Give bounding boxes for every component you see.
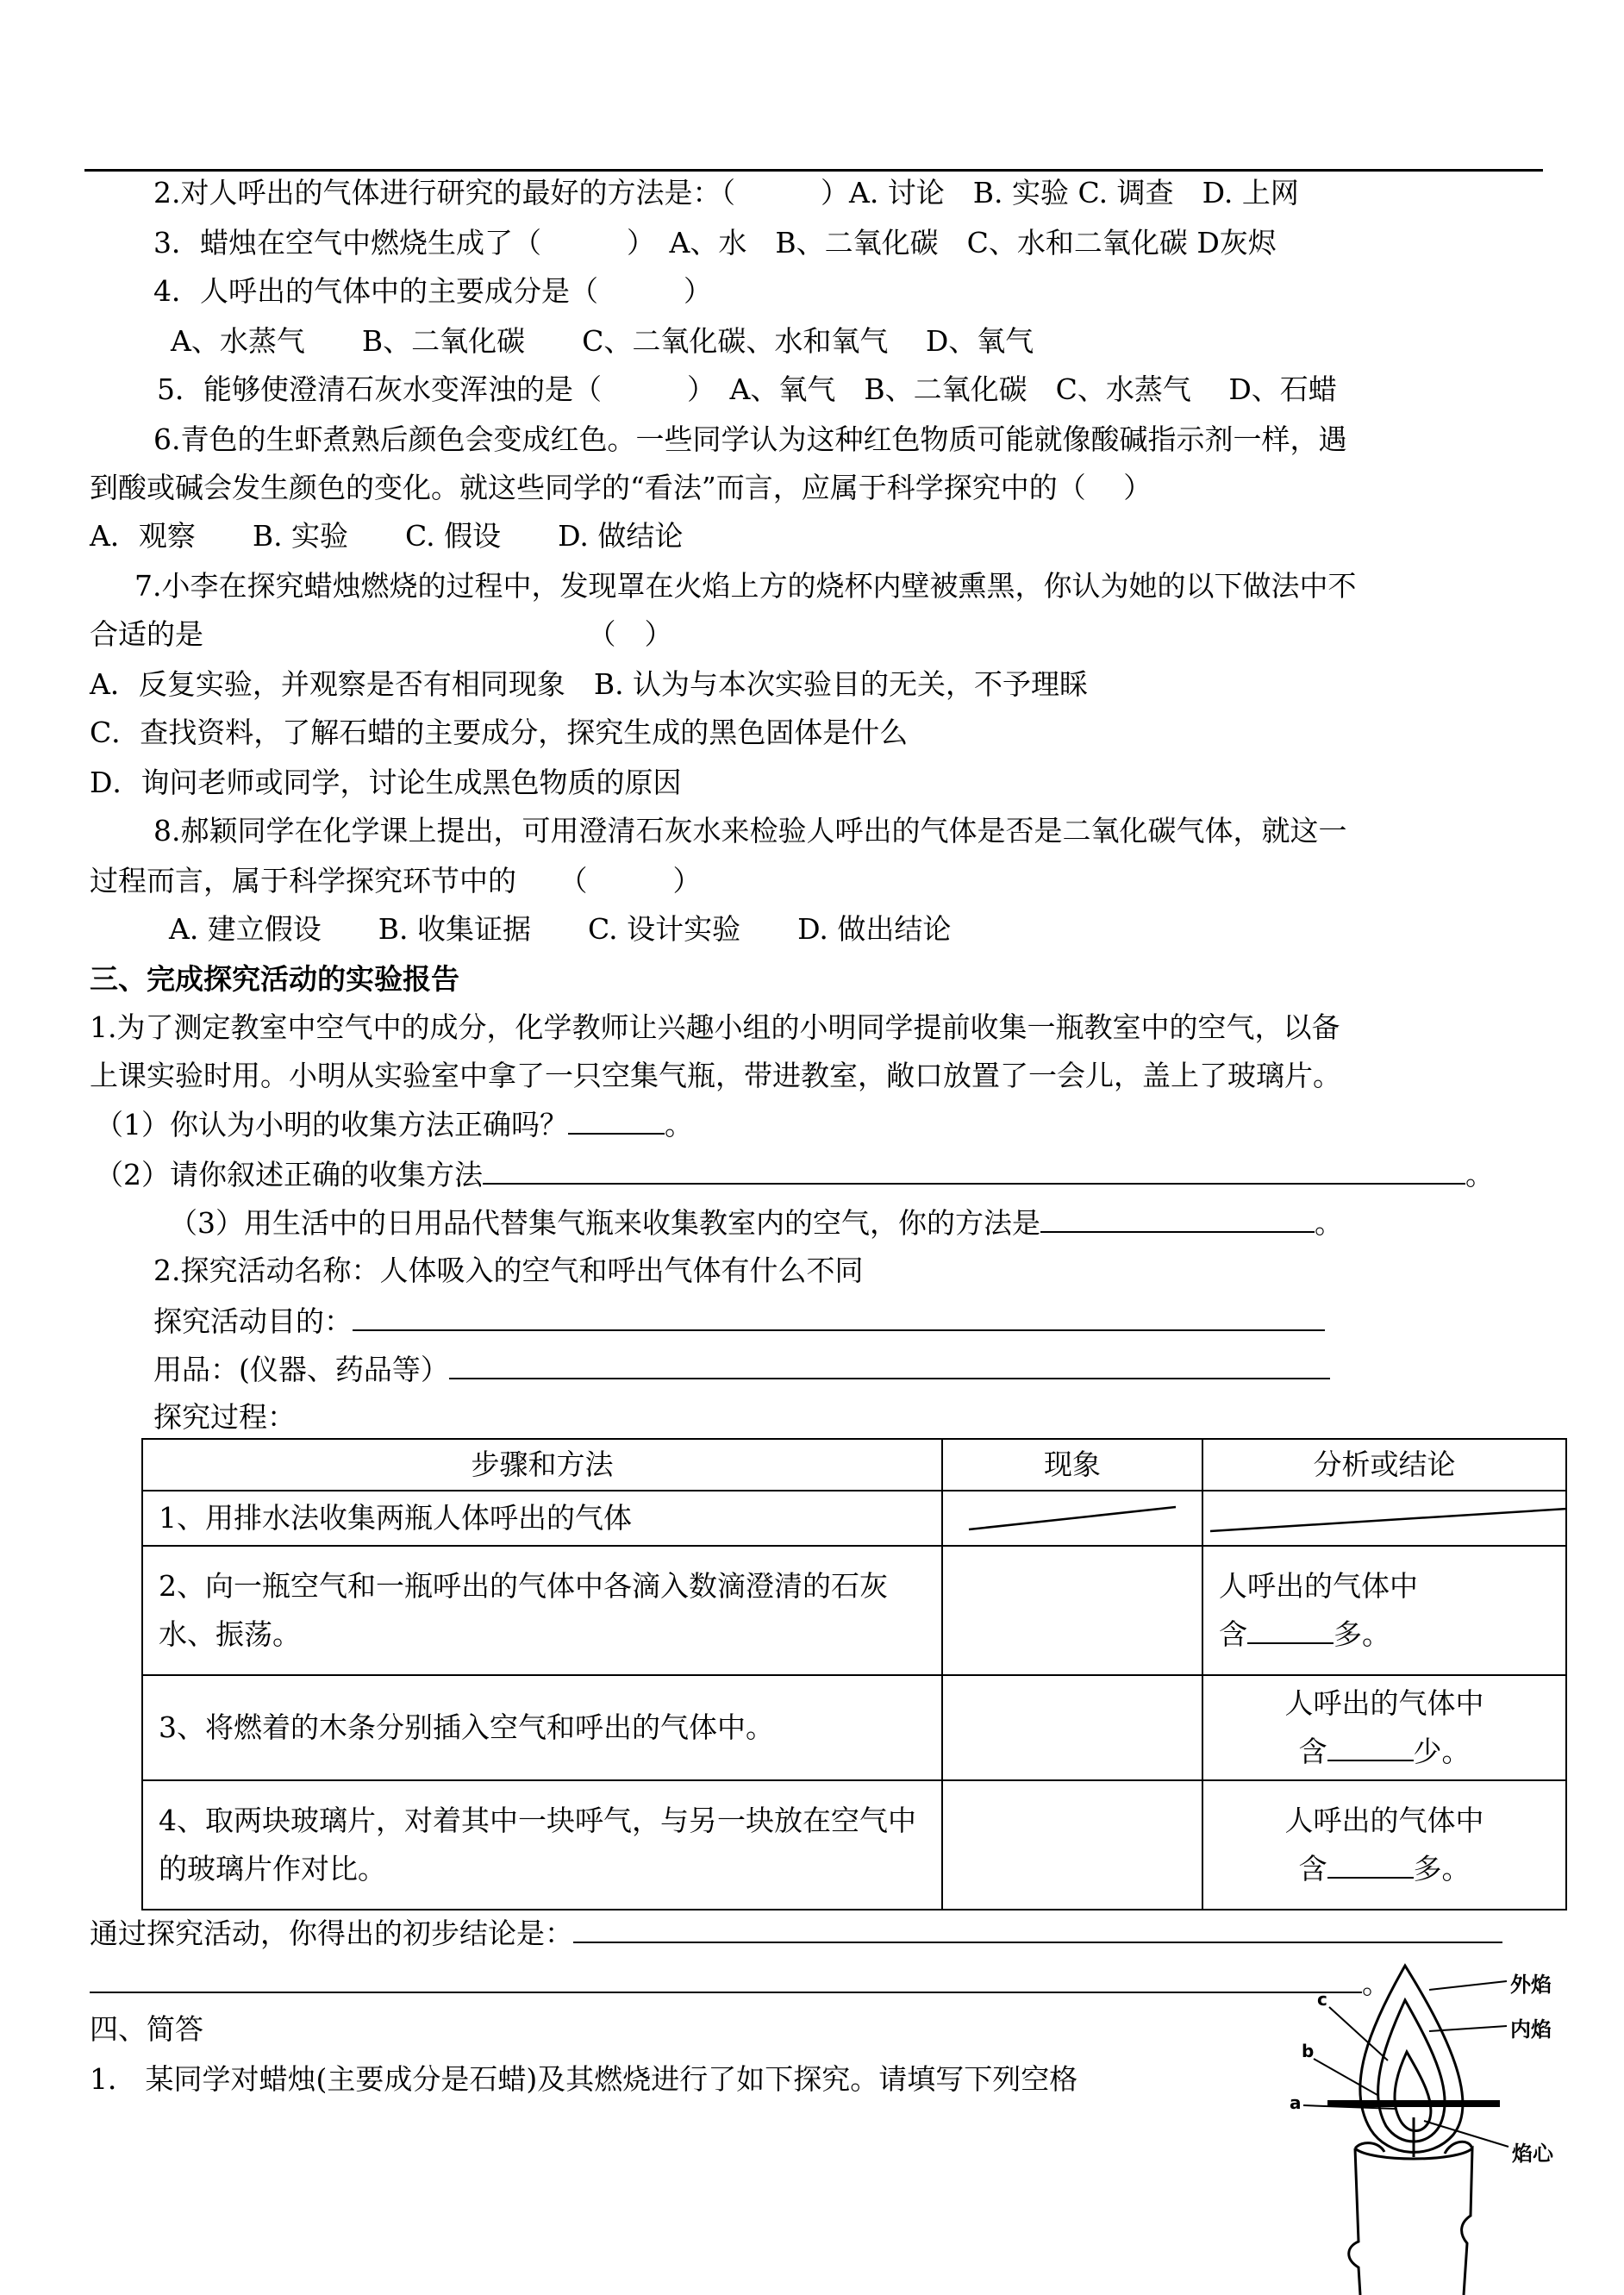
question-6-line1: 6.青色的生虾煮熟后颜色会变成红色。一些同学认为这种红色物质可能就像酸碱指示剂一样，遇 xyxy=(153,422,1347,456)
answer-blank-3[interactable] xyxy=(1040,1205,1315,1233)
conclusion-line-2 xyxy=(90,1966,1390,2000)
conclusion-blank-2[interactable] xyxy=(90,1966,1362,1993)
section-3-heading: 三、完成探究活动的实验报告 xyxy=(90,962,459,996)
question-3: 3．蜡烛在空气中燃烧生成了（ ） A、水 B、二氧化碳 C、水和二氧化碳 D灰烬 xyxy=(153,226,1277,260)
analysis-2-pre: 含 xyxy=(1219,1617,1247,1651)
section-4-heading: 四、简答 xyxy=(90,2012,203,2046)
analysis-blank-2[interactable] xyxy=(1247,1617,1334,1644)
materials-blank[interactable] xyxy=(449,1352,1330,1379)
question-8-options: A. 建立假设 B. 收集证据 C. 设计实验 D. 做出结论 xyxy=(169,912,952,946)
analysis-4-line2 xyxy=(1219,1845,1550,1893)
analysis-cell-4 xyxy=(1202,1780,1566,1910)
analysis-3-line1: 人呼出的气体中 xyxy=(1284,1686,1484,1720)
sub-question-2 xyxy=(95,1157,1494,1191)
sub-question-1-text: （1）你认为小明的收集方法正确吗？ xyxy=(95,1108,568,1141)
answer-blank-2[interactable] xyxy=(483,1157,1465,1185)
analysis-3-post: 少。 xyxy=(1413,1735,1471,1768)
analysis-blank-4[interactable] xyxy=(1327,1851,1414,1879)
analysis-4-pre: 含 xyxy=(1298,1852,1327,1885)
activity-materials xyxy=(153,1352,1330,1386)
analysis-blank-3[interactable] xyxy=(1327,1734,1414,1761)
conclusion-end: 。 xyxy=(1362,1967,1390,2000)
purpose-blank[interactable] xyxy=(353,1304,1325,1331)
strike-line-2 xyxy=(1203,1491,1567,1545)
leader-b xyxy=(1314,2059,1377,2095)
question-7-option-a: A．反复实验，并观察是否有相同现象 B. 认为与本次实验目的无关，不予理睬 xyxy=(90,667,1089,701)
sub-question-2-end: 。 xyxy=(1465,1158,1494,1191)
question-6-options: A．观察 B. 实验 C. 假设 D. 做结论 xyxy=(90,519,684,553)
analysis-4-line1: 人呼出的气体中 xyxy=(1284,1804,1484,1837)
header-rule xyxy=(84,169,1543,172)
sub-question-3-text: （3）用生活中的日用品代替集气瓶来收集教室内的空气，你的方法是 xyxy=(169,1206,1040,1240)
conclusion-label: 通过探究活动，你得出的初步结论是： xyxy=(90,1917,573,1950)
activity-purpose xyxy=(153,1304,1325,1338)
section-4-question-1: 1． 某同学对蜡烛(主要成分是石蜡)及其燃烧进行了如下探究。请填写下列空格 xyxy=(90,2062,1078,2096)
leader-outer xyxy=(1429,1981,1507,1990)
analysis-cell-1 xyxy=(1202,1491,1566,1546)
analysis-3-line2 xyxy=(1219,1728,1550,1776)
question-7-option-d: D．询问老师或同学，讨论生成黑色物质的原因 xyxy=(90,766,682,799)
question-7-line1: 7.小李在探究蜡烛燃烧的过程中，发现罩在火焰上方的烧杯内壁被熏黑，你认为她的以下做法中不 xyxy=(134,569,1357,603)
label-flame-core: 焰心 xyxy=(1512,2142,1553,2166)
question-2: 2.对人呼出的气体进行研究的最好的方法是：（ ）A. 讨论 B. 实验 C. 调查 D. 上网 xyxy=(153,176,1299,209)
phenomenon-cell-1 xyxy=(942,1491,1202,1546)
question-4-options: A、水蒸气 B、二氧化碳 C、二氧化碳、水和氧气 D、氧气 xyxy=(171,324,1034,358)
question-8-line1: 8.郝颖同学在化学课上提出，可用澄清石灰水来检验人呼出的气体是否是二氧化碳气体，就这一 xyxy=(153,814,1347,847)
table-row xyxy=(142,1491,1566,1546)
header-analysis: 分析或结论 xyxy=(1202,1439,1566,1491)
analysis-3-pre: 含 xyxy=(1298,1735,1327,1768)
table-row xyxy=(142,1780,1566,1910)
analysis-4-post: 多。 xyxy=(1413,1852,1471,1885)
sub-question-3-end: 。 xyxy=(1315,1206,1343,1240)
sub-question-1-end: 。 xyxy=(665,1108,693,1141)
question-6-line2: 到酸或碱会发生颜色的变化。就这些同学的“看法”而言，应属于科学探究中的（ ） xyxy=(90,471,1152,504)
analysis-cell-2 xyxy=(1202,1546,1566,1675)
analysis-cell-3 xyxy=(1202,1675,1566,1780)
analysis-2-line2 xyxy=(1219,1610,1550,1659)
section-3-p1-line2: 上课实验时用。小明从实验室中拿了一只空集气瓶，带进教室，敞口放置了一会儿，盖上了玻璃片。 xyxy=(90,1059,1341,1092)
analysis-2-line1: 人呼出的气体中 xyxy=(1219,1569,1418,1603)
step-cell-2: 2、向一瓶空气和一瓶呼出的气体中各滴入数滴澄清的石灰水、振荡。 xyxy=(142,1546,942,1675)
question-8-line2: 过程而言，属于科学探究环节中的 （ ） xyxy=(90,864,702,897)
label-b: b xyxy=(1302,2041,1315,2061)
sub-question-2-text: （2）请你叙述正确的收集方法 xyxy=(95,1158,483,1191)
table-header-row xyxy=(142,1439,1566,1491)
conclusion-blank-1[interactable] xyxy=(573,1916,1502,1943)
activity-materials-label: 用品：(仪器、药品等） xyxy=(153,1353,449,1386)
question-4: 4．人呼出的气体中的主要成分是（ ） xyxy=(153,274,712,308)
candle-flame-diagram xyxy=(1276,1957,1586,2295)
step-cell-3: 3、将燃着的木条分别插入空气和呼出的气体中。 xyxy=(142,1675,942,1780)
header-steps: 步骤和方法 xyxy=(142,1439,942,1491)
question-7-option-c: C．查找资料，了解石蜡的主要成分，探究生成的黑色固体是什么 xyxy=(90,716,909,749)
activity-process: 探究过程： xyxy=(153,1400,296,1434)
table-row xyxy=(142,1546,1566,1675)
phenomenon-cell-4[interactable] xyxy=(942,1780,1202,1910)
inner-flame-shape xyxy=(1378,2000,1446,2142)
section-3-p1-line1: 1.为了测定教室中空气中的成分，化学教师让兴趣小组的小明同学提前收集一瓶教室中的空气，以备 xyxy=(90,1010,1340,1044)
answer-blank-1[interactable] xyxy=(568,1107,665,1135)
procedure-table xyxy=(141,1438,1567,1910)
question-7-line2: 合适的是 （ ） xyxy=(90,617,673,651)
label-a: a xyxy=(1290,2092,1302,2113)
phenomenon-cell-3[interactable] xyxy=(942,1675,1202,1780)
label-inner-flame: 内焰 xyxy=(1510,2017,1552,2042)
analysis-2-post: 多。 xyxy=(1334,1617,1390,1651)
candle-body xyxy=(1349,2148,1472,2295)
strike-line-1 xyxy=(943,1491,1203,1545)
step-cell-1: 1、用排水法收集两瓶人体呼出的气体 xyxy=(142,1491,942,1546)
activity-name: 2.探究活动名称：人体吸入的空气和呼出气体有什么不同 xyxy=(153,1254,864,1287)
label-c: c xyxy=(1317,1989,1327,2010)
conclusion-line xyxy=(90,1916,1502,1950)
sub-question-1 xyxy=(95,1107,693,1141)
table-row xyxy=(142,1675,1566,1780)
activity-purpose-label: 探究活动目的： xyxy=(153,1304,353,1338)
header-phenomenon: 现象 xyxy=(942,1439,1202,1491)
step-cell-4: 4、取两块玻璃片，对着其中一块呼气，与另一块放在空气中的玻璃片作对比。 xyxy=(142,1780,942,1910)
phenomenon-cell-2[interactable] xyxy=(942,1546,1202,1675)
question-5: 5．能够使澄清石灰水变浑浊的是（ ） A、氧气 B、二氧化碳 C、水蒸气 D、石蜡 xyxy=(157,372,1337,406)
label-outer-flame: 外焰 xyxy=(1510,1973,1552,1997)
sub-question-3 xyxy=(169,1205,1343,1240)
